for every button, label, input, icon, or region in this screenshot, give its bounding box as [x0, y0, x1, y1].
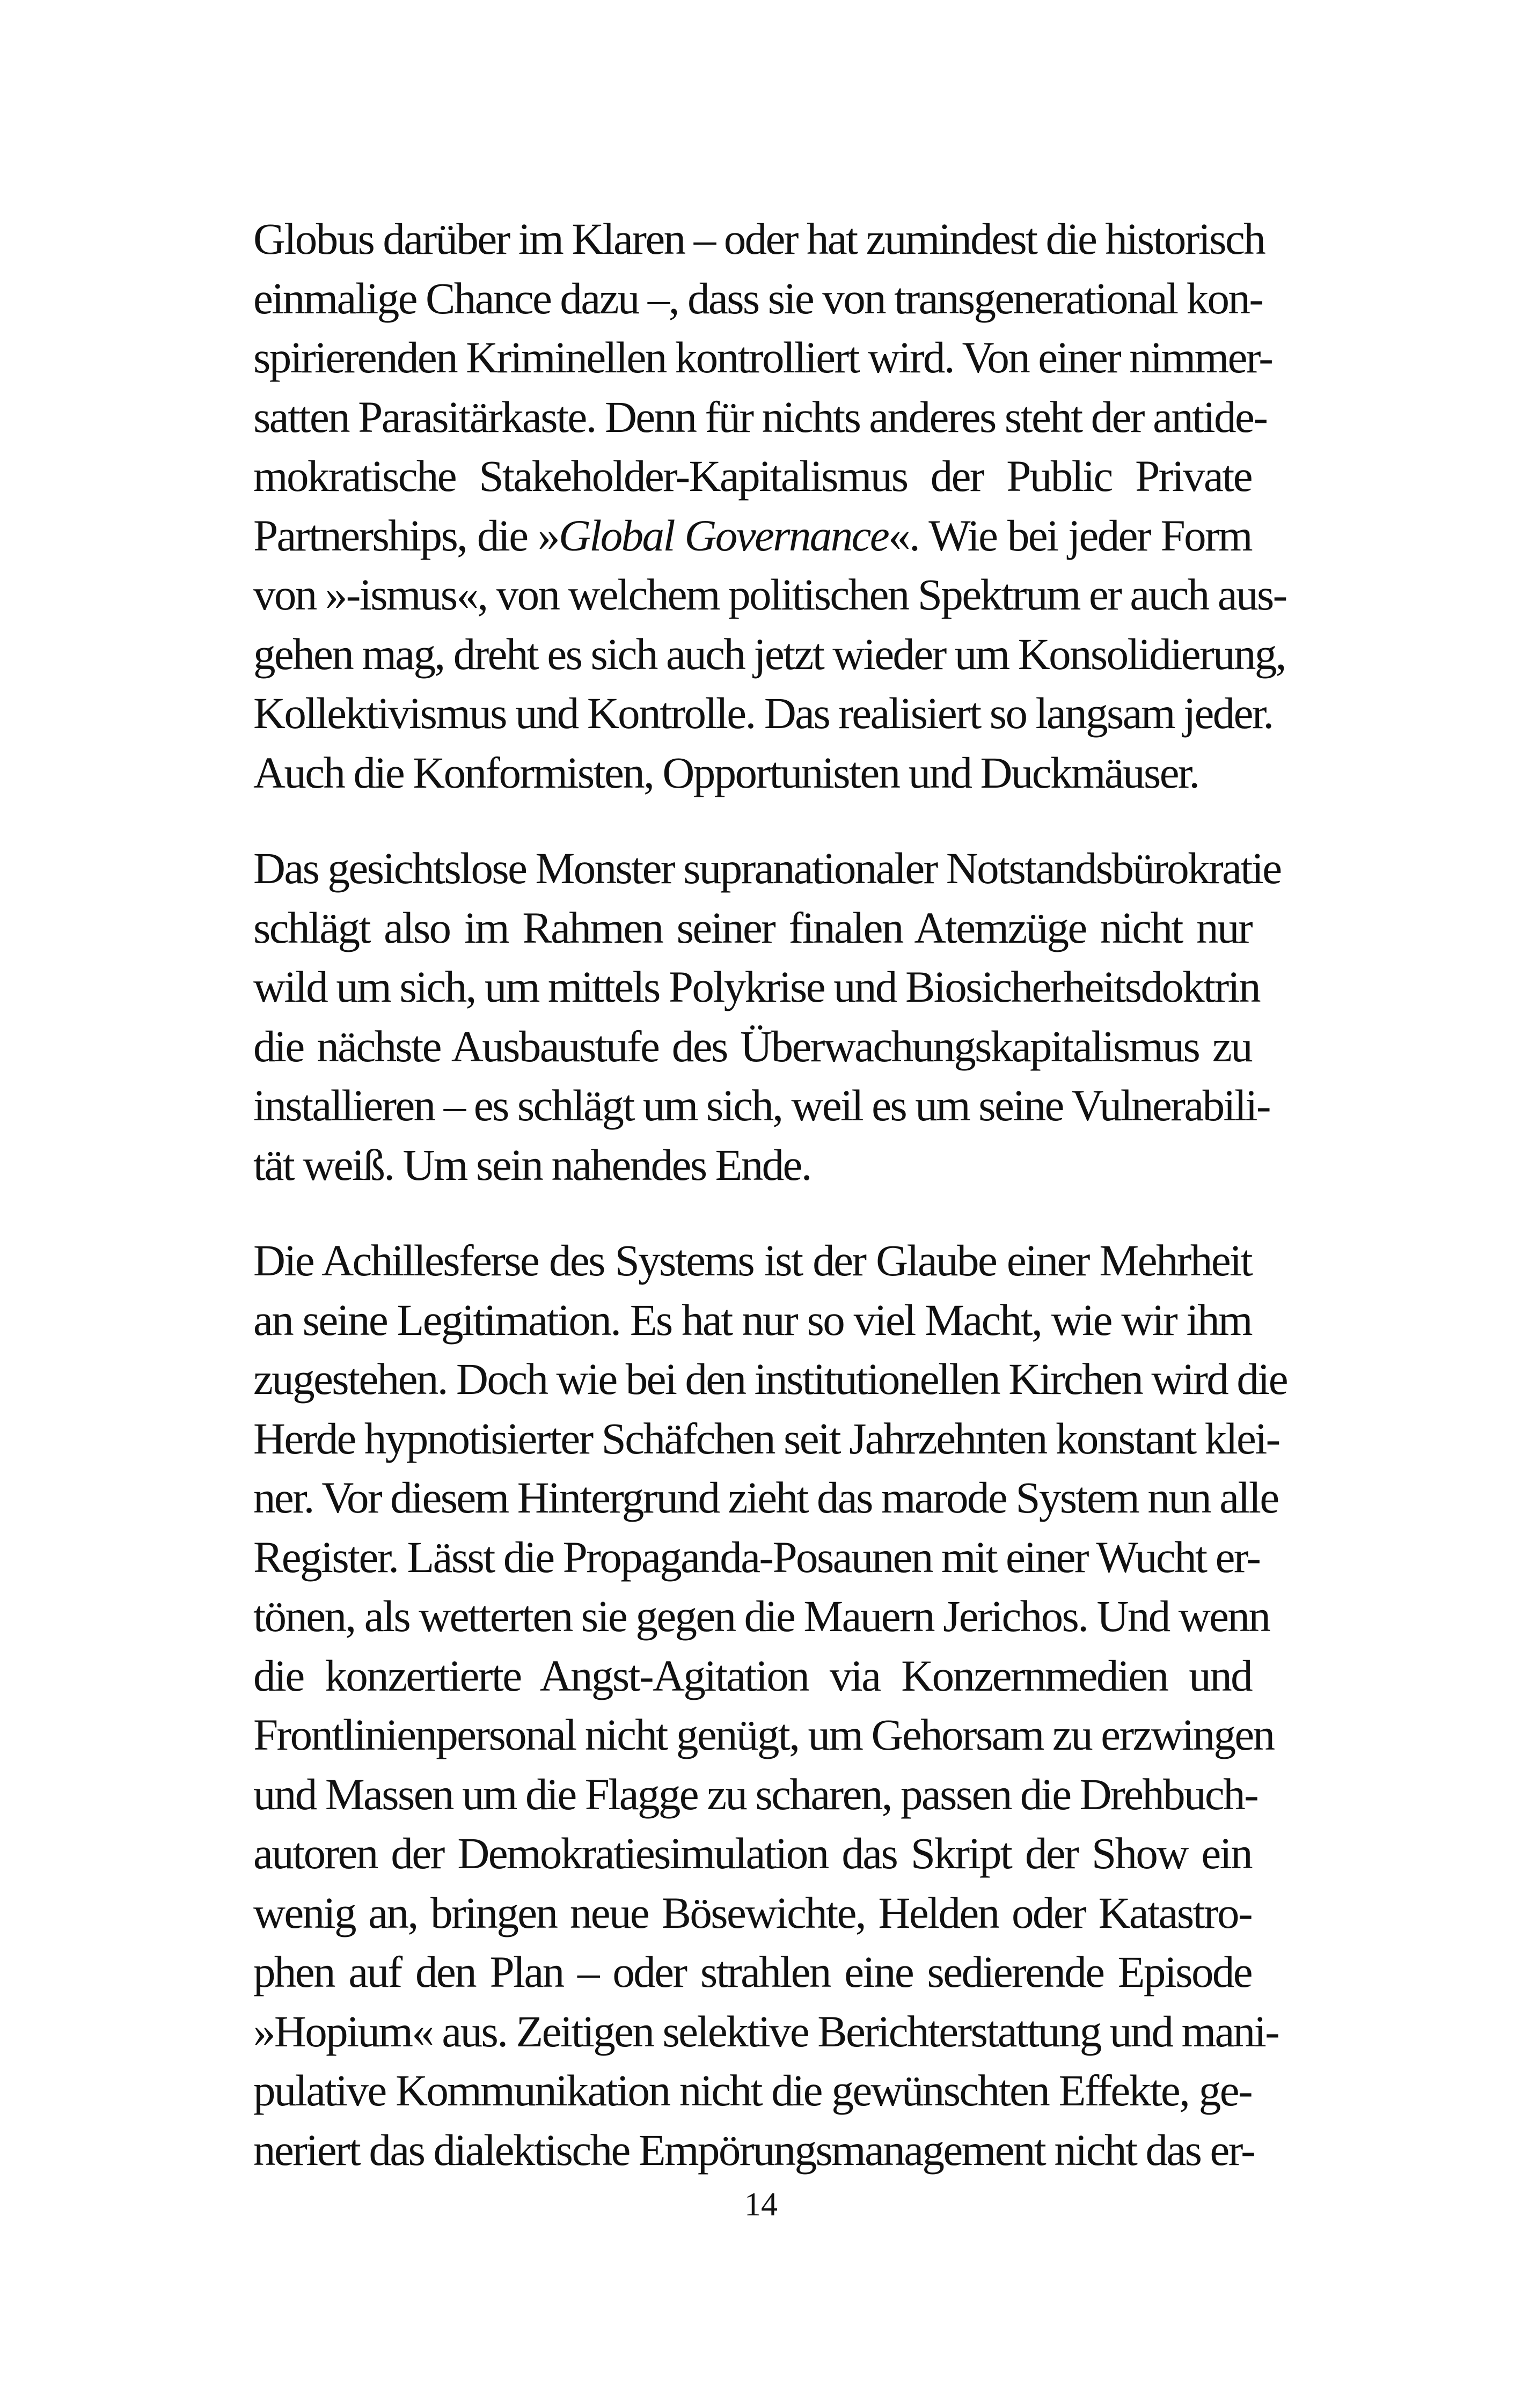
paragraph [253, 839, 1281, 1194]
text-run: mokratische Stakeholder-Kapitalismus der Public Private [253, 451, 1252, 501]
text-line [253, 957, 1260, 1017]
text-line [253, 839, 1281, 898]
text-line [253, 2002, 1279, 2061]
text-run: installieren – es schlägt um sich, weil es um seine Vulnerabili- [253, 1081, 1270, 1130]
text-run: phen auf den Plan – oder strahlen eine sedierende Episode [253, 1947, 1252, 1996]
text-run: wenig an, bringen neue Bösewichte, Helden oder Katastro- [253, 1888, 1252, 1937]
text-run: wild um sich, um mittels Polykrise und Biosicherheitsdoktrin [253, 962, 1260, 1011]
text-line [253, 1409, 1279, 1469]
text-run: die konzertierte Angst-Agitation via Konzernmedien und [253, 1650, 1252, 1700]
text-run: ner. Vor diesem Hintergrund zieht das marode System nun alle [253, 1473, 1278, 1522]
text-line [253, 269, 1263, 328]
text-run: an seine Legitimation. Es hat nur so viel Macht, wie wir ihm [253, 1295, 1252, 1345]
text-line [253, 2120, 1255, 2180]
text-run: einmalige Chance dazu –, dass sie von transgenerational kon- [253, 273, 1263, 323]
text-run: tät weiß. Um sein nahendes Ende. [253, 1140, 811, 1190]
text-line [253, 1883, 1252, 1943]
text-run: pulative Kommunikation nicht die gewünschten Effekte, ge- [253, 2066, 1252, 2115]
page-number: 14 [744, 2186, 778, 2223]
text-line [253, 1468, 1278, 1528]
text-line [253, 1942, 1252, 2002]
text-run: tönen, als wetterten sie gegen die Mauern Jerichos. Und wenn [253, 1591, 1270, 1641]
text-line [253, 625, 1285, 684]
text-line [253, 1290, 1252, 1350]
text-line [253, 1231, 1252, 1290]
text-line [253, 506, 1252, 566]
text-run: zugestehen. Doch wie bei den institutionellen Kirchen wird die [253, 1354, 1287, 1404]
text-line [253, 1528, 1260, 1587]
text-run: spirierenden Kriminellen kontrolliert wird. Von einer nimmer- [253, 333, 1272, 382]
text-line [253, 1646, 1252, 1706]
text-run: Kollektivismus und Kontrolle. Das realisiert so langsam jeder. [253, 688, 1273, 738]
paragraph [253, 209, 1286, 802]
text-line [253, 1705, 1274, 1765]
text-line [253, 565, 1286, 625]
text-run: Die Achillesferse des Systems ist der Glaube einer Mehrheit [253, 1236, 1252, 1285]
italic-term: Global Governance [558, 510, 889, 560]
text-run: Globus darüber im Klaren – oder hat zumindest die historisch [253, 214, 1265, 263]
text-run: Register. Lässt die Propaganda-Posaunen mit einer Wucht er- [253, 1532, 1260, 1582]
text-run: gehen mag, dreht es sich auch jetzt wieder um Konsolidierung, [253, 629, 1285, 679]
text-line [253, 209, 1265, 269]
text-run: die nächste Ausbaustufe des Überwachungskapitalismus zu [253, 1021, 1252, 1071]
text-run: von »-ismus«, von welchem politischen Spektrum er auch aus- [253, 570, 1286, 619]
text-line [253, 328, 1272, 387]
text-line [253, 1824, 1252, 1883]
text-run: Auch die Konformisten, Opportunisten und Duckmäuser. [253, 747, 1199, 797]
text-line [253, 1135, 1252, 1195]
text-run: und Massen um die Flagge zu scharen, passen die Drehbuch- [253, 1769, 1258, 1819]
text-run: autoren der Demokratiesimulation das Skript der Show ein [253, 1829, 1252, 1878]
text-line [253, 1017, 1252, 1076]
text-run: »Hopium« aus. Zeitigen selektive Berichterstattung und mani- [253, 2006, 1279, 2056]
text-line [253, 1765, 1258, 1824]
text-run: satten Parasitärkaste. Denn für nichts anderes steht der antide- [253, 392, 1267, 442]
text-line [253, 446, 1252, 506]
text-line [253, 2061, 1252, 2120]
text-run: Das gesichtslose Monster supranationaler Notstandsbürokratie [253, 843, 1281, 893]
body-text [253, 209, 1287, 2179]
text-run: neriert das dialektische Empörungsmanagement nicht das er- [253, 2125, 1255, 2175]
text-line [253, 684, 1273, 743]
text-run: «. Wie bei jeder Form [888, 510, 1252, 560]
text-line [253, 1587, 1270, 1646]
paragraph [253, 1231, 1287, 2179]
text-line [253, 743, 1252, 803]
text-run: Herde hypnotisierter Schäfchen seit Jahrzehnten konstant klei- [253, 1413, 1279, 1463]
text-line [253, 898, 1252, 958]
text-line [253, 387, 1267, 447]
text-line [253, 1076, 1270, 1135]
text-run: Frontlinienpersonal nicht genügt, um Gehorsam zu erzwingen [253, 1710, 1274, 1759]
text-run: Partnerships, die » [253, 510, 559, 560]
text-line [253, 1349, 1287, 1409]
text-run: schlägt also im Rahmen seiner finalen Atemzüge nicht nur [253, 902, 1252, 952]
